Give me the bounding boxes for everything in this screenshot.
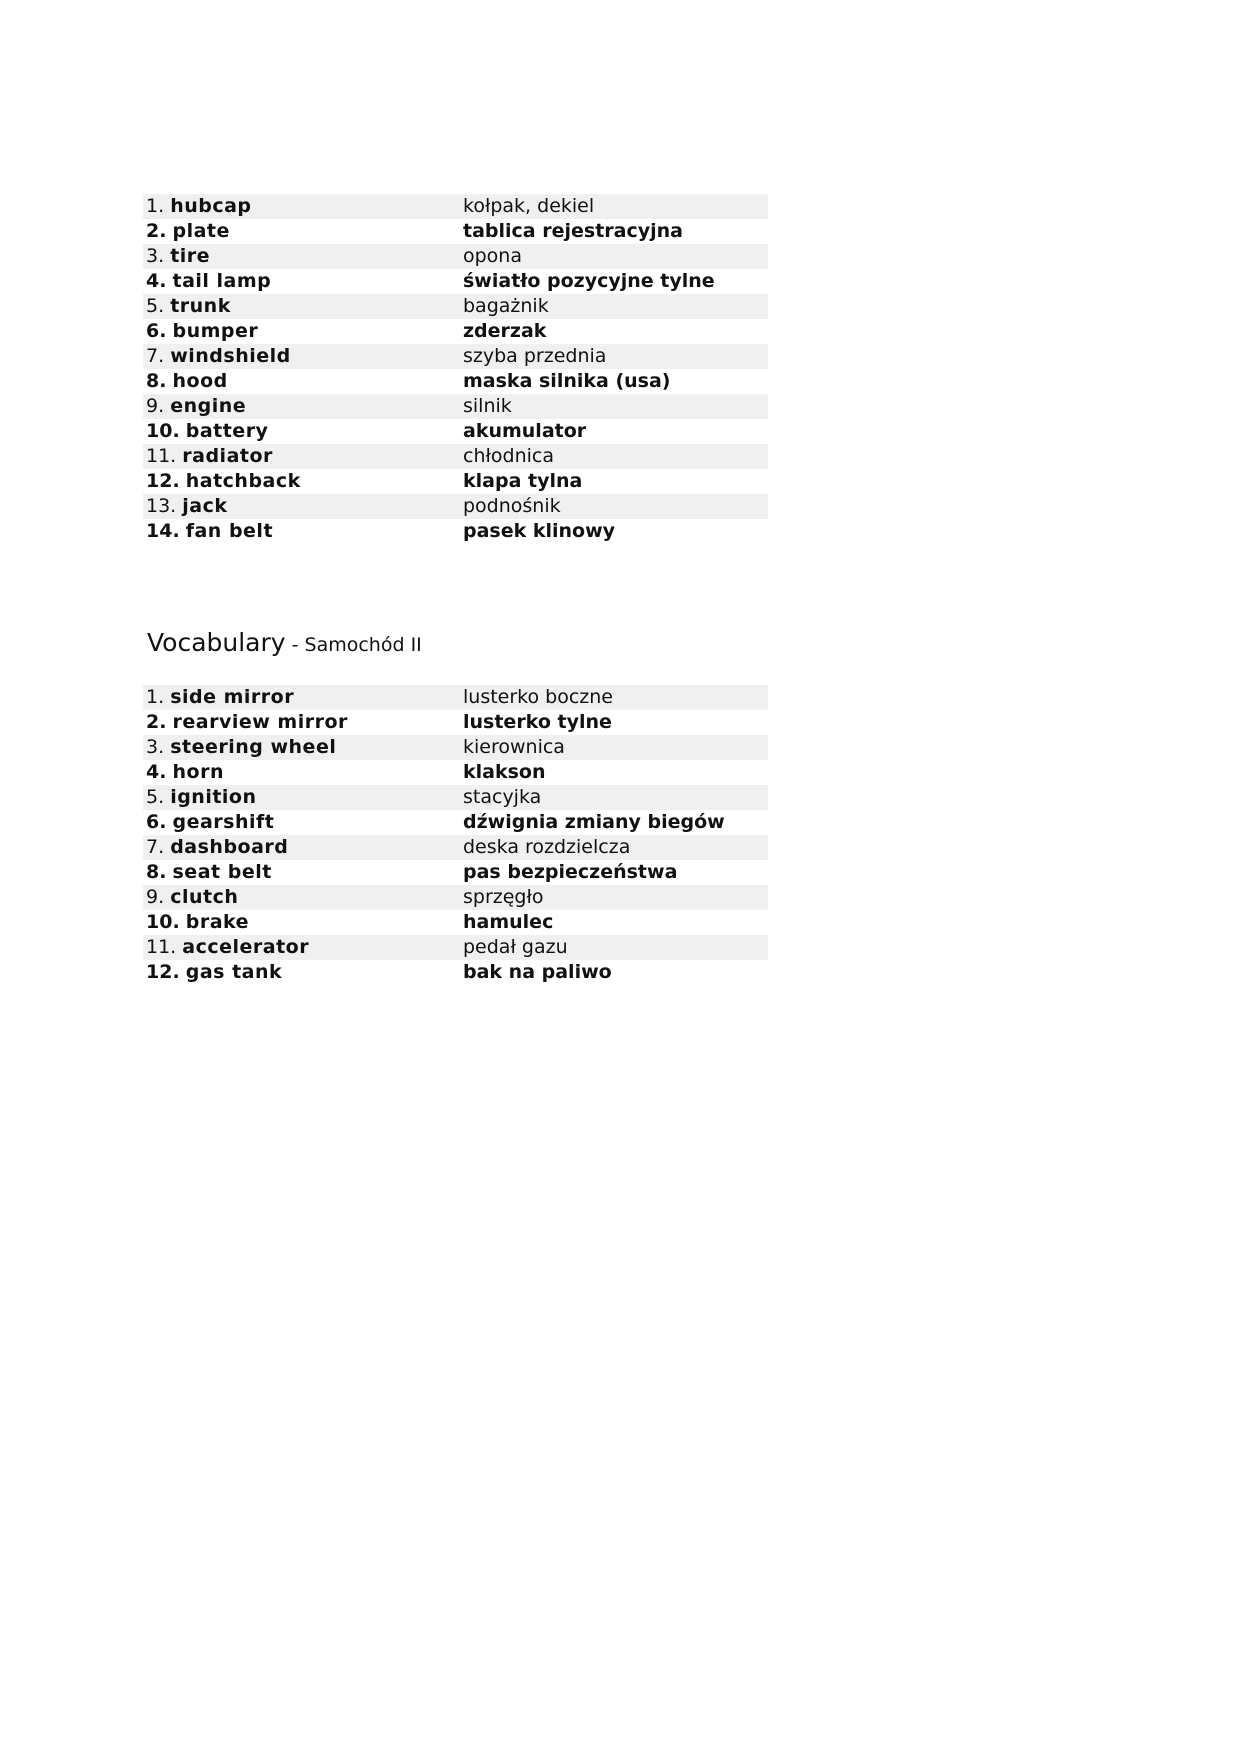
polish-translation-cell: [460, 910, 768, 935]
english-term: hood: [172, 370, 228, 392]
polish-translation-cell: [460, 785, 768, 810]
english-term: hatchback: [185, 470, 301, 492]
item-number: 14.: [146, 520, 180, 542]
polish-translation: silnik: [463, 395, 512, 417]
polish-translation: hamulec: [463, 911, 554, 933]
polish-translation-cell: [460, 960, 768, 985]
vocab-row: [143, 194, 768, 219]
vocab-row: [143, 469, 768, 494]
vocab-row: [143, 785, 768, 810]
vocab-row: [143, 494, 768, 519]
vocab-row: [143, 710, 768, 735]
item-number: 11.: [146, 445, 177, 467]
english-term: engine: [170, 395, 247, 417]
english-term-cell: [143, 860, 460, 885]
english-term-cell: [143, 344, 460, 369]
english-term-cell: [143, 910, 460, 935]
polish-translation-cell: [460, 519, 768, 544]
polish-translation-cell: [460, 369, 768, 394]
vocab-row: [143, 935, 768, 960]
vocab-row: [143, 269, 768, 294]
polish-translation: stacyjka: [463, 786, 542, 808]
vocab-row: [143, 319, 768, 344]
vocab-row: [143, 244, 768, 269]
item-number: 9.: [146, 395, 165, 417]
polish-translation: maska silnika (usa): [463, 370, 671, 392]
section-heading-subtitle: - Samochód II: [285, 634, 422, 656]
polish-translation: bak na paliwo: [463, 961, 612, 983]
polish-translation: szyba przednia: [463, 345, 607, 367]
item-number: 8.: [146, 861, 167, 883]
vocab-row: [143, 910, 768, 935]
polish-translation-cell: [460, 269, 768, 294]
polish-translation: chłodnica: [463, 445, 554, 467]
item-number: 7.: [146, 345, 165, 367]
english-term-cell: [143, 294, 460, 319]
english-term-cell: [143, 244, 460, 269]
english-term-cell: [143, 960, 460, 985]
polish-translation-cell: [460, 935, 768, 960]
polish-translation-cell: [460, 735, 768, 760]
english-term: fan belt: [185, 520, 274, 542]
vocab-row: [143, 885, 768, 910]
polish-translation-cell: [460, 710, 768, 735]
polish-translation-cell: [460, 885, 768, 910]
english-term: tail lamp: [172, 270, 272, 292]
polish-translation: deska rozdzielcza: [463, 836, 631, 858]
polish-translation: pasek klinowy: [463, 520, 616, 542]
polish-translation-cell: [460, 835, 768, 860]
english-term-cell: [143, 269, 460, 294]
english-term-cell: [143, 810, 460, 835]
english-term: rearview mirror: [172, 711, 348, 733]
item-number: 7.: [146, 836, 165, 858]
vocab-row: [143, 760, 768, 785]
section-heading-title: Vocabulary: [147, 628, 286, 657]
english-term: hubcap: [170, 195, 252, 217]
vocabulary-table-1: [143, 194, 768, 544]
english-term: ignition: [170, 786, 257, 808]
polish-translation-cell: [460, 810, 768, 835]
english-term-cell: [143, 419, 460, 444]
english-term: seat belt: [172, 861, 272, 883]
polish-translation-cell: [460, 444, 768, 469]
vocabulary-table-2-body: [143, 685, 768, 985]
english-term-cell: [143, 494, 460, 519]
english-term: gas tank: [185, 961, 283, 983]
english-term: horn: [172, 761, 224, 783]
vocab-row: [143, 444, 768, 469]
item-number: 2.: [146, 220, 167, 242]
polish-translation-cell: [460, 494, 768, 519]
english-term: windshield: [170, 345, 291, 367]
english-term-cell: [143, 194, 460, 219]
vocab-row: [143, 810, 768, 835]
polish-translation: sprzęgło: [463, 886, 544, 908]
polish-translation: pedał gazu: [463, 936, 568, 958]
item-number: 3.: [146, 736, 165, 758]
item-number: 10.: [146, 420, 180, 442]
item-number: 3.: [146, 245, 165, 267]
item-number: 5.: [146, 786, 165, 808]
polish-translation: tablica rejestracyjna: [463, 220, 683, 242]
polish-translation-cell: [460, 194, 768, 219]
polish-translation: bagażnik: [463, 295, 549, 317]
item-number: 5.: [146, 295, 165, 317]
item-number: 8.: [146, 370, 167, 392]
vocab-row: [143, 344, 768, 369]
english-term-cell: [143, 760, 460, 785]
english-term: bumper: [172, 320, 259, 342]
vocabulary-table-1-body: [143, 194, 768, 544]
item-number: 6.: [146, 320, 167, 342]
english-term-cell: [143, 685, 460, 710]
item-number: 12.: [146, 961, 180, 983]
english-term-cell: [143, 394, 460, 419]
vocab-row: [143, 735, 768, 760]
english-term: radiator: [182, 445, 273, 467]
vocab-row: [143, 219, 768, 244]
item-number: 4.: [146, 761, 167, 783]
vocabulary-table-2: [143, 685, 768, 985]
english-term-cell: [143, 219, 460, 244]
english-term: trunk: [170, 295, 231, 317]
item-number: 12.: [146, 470, 180, 492]
item-number: 10.: [146, 911, 180, 933]
vocab-row: [143, 835, 768, 860]
vocab-row: [143, 860, 768, 885]
vocab-row: [143, 519, 768, 544]
polish-translation: światło pozycyjne tylne: [463, 270, 715, 292]
english-term-cell: [143, 935, 460, 960]
polish-translation: pas bezpieczeństwa: [463, 861, 678, 883]
vocab-row: [143, 685, 768, 710]
polish-translation-cell: [460, 294, 768, 319]
polish-translation: lusterko boczne: [463, 686, 613, 708]
english-term: brake: [185, 911, 250, 933]
english-term-cell: [143, 519, 460, 544]
english-term-cell: [143, 710, 460, 735]
polish-translation: klapa tylna: [463, 470, 583, 492]
polish-translation: kierownica: [463, 736, 565, 758]
polish-translation-cell: [460, 685, 768, 710]
item-number: 1.: [146, 195, 165, 217]
english-term: gearshift: [172, 811, 275, 833]
polish-translation-cell: [460, 319, 768, 344]
polish-translation-cell: [460, 760, 768, 785]
vocab-row: [143, 419, 768, 444]
item-number: 13.: [146, 495, 177, 517]
polish-translation-cell: [460, 219, 768, 244]
polish-translation-cell: [460, 394, 768, 419]
polish-translation: lusterko tylne: [463, 711, 612, 733]
english-term: steering wheel: [170, 736, 337, 758]
item-number: 6.: [146, 811, 167, 833]
english-term-cell: [143, 785, 460, 810]
item-number: 2.: [146, 711, 167, 733]
english-term-cell: [143, 469, 460, 494]
item-number: 11.: [146, 936, 177, 958]
item-number: 4.: [146, 270, 167, 292]
polish-translation-cell: [460, 419, 768, 444]
polish-translation-cell: [460, 469, 768, 494]
polish-translation: opona: [463, 245, 522, 267]
item-number: 1.: [146, 686, 165, 708]
vocab-row: [143, 960, 768, 985]
english-term-cell: [143, 319, 460, 344]
english-term: tire: [170, 245, 211, 267]
english-term: clutch: [170, 886, 239, 908]
polish-translation: klakson: [463, 761, 546, 783]
polish-translation-cell: [460, 344, 768, 369]
vocab-row: [143, 369, 768, 394]
english-term-cell: [143, 835, 460, 860]
english-term: dashboard: [170, 836, 289, 858]
polish-translation: podnośnik: [463, 495, 561, 517]
english-term: battery: [185, 420, 269, 442]
vocab-row: [143, 294, 768, 319]
polish-translation: dźwignia zmiany biegów: [463, 811, 725, 833]
english-term-cell: [143, 444, 460, 469]
polish-translation: kołpak, dekiel: [463, 195, 595, 217]
english-term-cell: [143, 735, 460, 760]
vocab-row: [143, 394, 768, 419]
english-term: plate: [172, 220, 230, 242]
item-number: 9.: [146, 886, 165, 908]
section-heading: [147, 626, 422, 663]
english-term-cell: [143, 369, 460, 394]
polish-translation-cell: [460, 244, 768, 269]
english-term: side mirror: [170, 686, 295, 708]
polish-translation: akumulator: [463, 420, 587, 442]
polish-translation-cell: [460, 860, 768, 885]
english-term: jack: [182, 495, 228, 517]
polish-translation: zderzak: [463, 320, 547, 342]
english-term-cell: [143, 885, 460, 910]
english-term: accelerator: [182, 936, 310, 958]
